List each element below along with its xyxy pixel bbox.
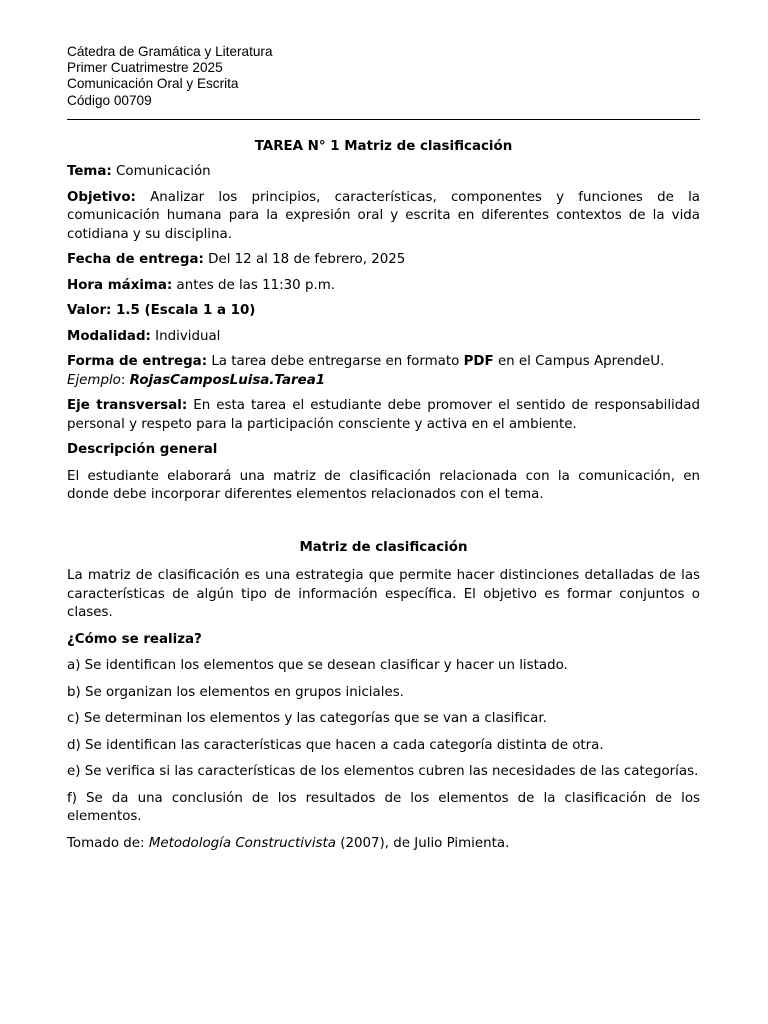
hora-field — [67, 277, 700, 296]
how-heading: ¿Cómo se realiza? — [67, 631, 202, 647]
example-label: Ejemplo — [67, 372, 121, 388]
fecha-label: Fecha de entrega: — [67, 252, 204, 268]
forma-text-1: La tarea debe entregarse en formato — [211, 354, 460, 370]
valor-field: Valor: 1.5 (Escala 1 a 10) — [67, 303, 256, 319]
header-divider — [67, 119, 700, 120]
source-title: Metodología Constructivista — [148, 835, 336, 851]
hora-label: Hora máxima: — [67, 277, 173, 293]
modalidad-value: Individual — [155, 328, 221, 344]
forma-text-2: en el Campus AprendeU. — [497, 354, 665, 370]
source-prefix: Tomado de: — [67, 835, 149, 851]
descripcion-text: El estudiante elaborará una matriz de clasificación relacionada con la comunicación, en donde debe incorporar diferentes elementos relacionados con el tema. — [67, 468, 700, 503]
step-item: f) Se da una conclusión de los resultados de los elementos de la clasificación de los elementos. — [67, 790, 700, 825]
example-filename: RojasCamposLuisa.Tarea1 — [129, 372, 326, 388]
descripcion-heading: Descripción general — [67, 442, 218, 458]
header-line-chair: Cátedra de Gramática y Literatura — [67, 44, 273, 59]
tema-value: Comunicación — [116, 164, 211, 180]
header-line-term: Primer Cuatrimestre 2025 — [67, 60, 223, 76]
forma-format: PDF — [463, 354, 494, 370]
objetivo-label: Objetivo: — [67, 189, 136, 205]
modalidad-label: Modalidad: — [67, 328, 151, 344]
assignment-title: TAREA N° 1 Matriz de clasificación — [254, 138, 513, 154]
eje-label: Eje transversal: — [67, 398, 188, 414]
eje-value: En esta tarea el estudiante debe promover el sentido de responsabilidad personal y respeto para la participación consciente y activa en el ambiente. — [67, 398, 700, 432]
matriz-heading: Matriz de clasificación — [299, 539, 468, 555]
step-item: c) Se determinan los elementos y las categorías que se van a clasificar. — [67, 711, 547, 727]
tema-label: Tema: — [67, 164, 112, 180]
forma-label: Forma de entrega: — [67, 354, 208, 370]
modalidad-field — [67, 328, 700, 347]
matriz-text: La matriz de clasificación es una estrategia que permite hacer distinciones detalladas de las características de algún tipo de información específica. El objetivo es formar conjuntos o clases. — [67, 568, 700, 621]
source-citation — [67, 835, 700, 854]
course-header — [67, 44, 700, 109]
step-item: b) Se organizan los elementos en grupos iniciales. — [67, 684, 404, 700]
source-suffix: (2007), de Julio Pimienta. — [336, 835, 510, 851]
document-body — [67, 138, 700, 854]
header-line-code: Código 00709 — [67, 92, 152, 108]
header-line-course: Comunicación Oral y Escrita — [67, 76, 239, 92]
step-item: a) Se identifican los elementos que se desean clasificar y hacer un listado. — [67, 658, 568, 674]
objetivo-value: Analizar los principios, características, componentes y funciones de la comunicación humana para la expresión oral y escrita en diferentes contextos de la vida cotidiana y su disciplina. — [67, 189, 700, 242]
example-colon: : — [120, 372, 126, 388]
fecha-value: Del 12 al 18 de febrero, 2025 — [208, 252, 406, 268]
step-item: d) Se identifican las características que hacen a cada categoría distinta de otra. — [67, 737, 604, 753]
objetivo-field — [67, 189, 700, 245]
hora-value: antes de las 11:30 p.m. — [176, 277, 336, 293]
tema-field — [67, 163, 700, 182]
fecha-field — [67, 251, 700, 270]
eje-field — [67, 397, 700, 434]
forma-field — [67, 353, 700, 390]
step-item: e) Se verifica si las características de los elementos cubren las necesidades de las categorías. — [67, 764, 699, 780]
